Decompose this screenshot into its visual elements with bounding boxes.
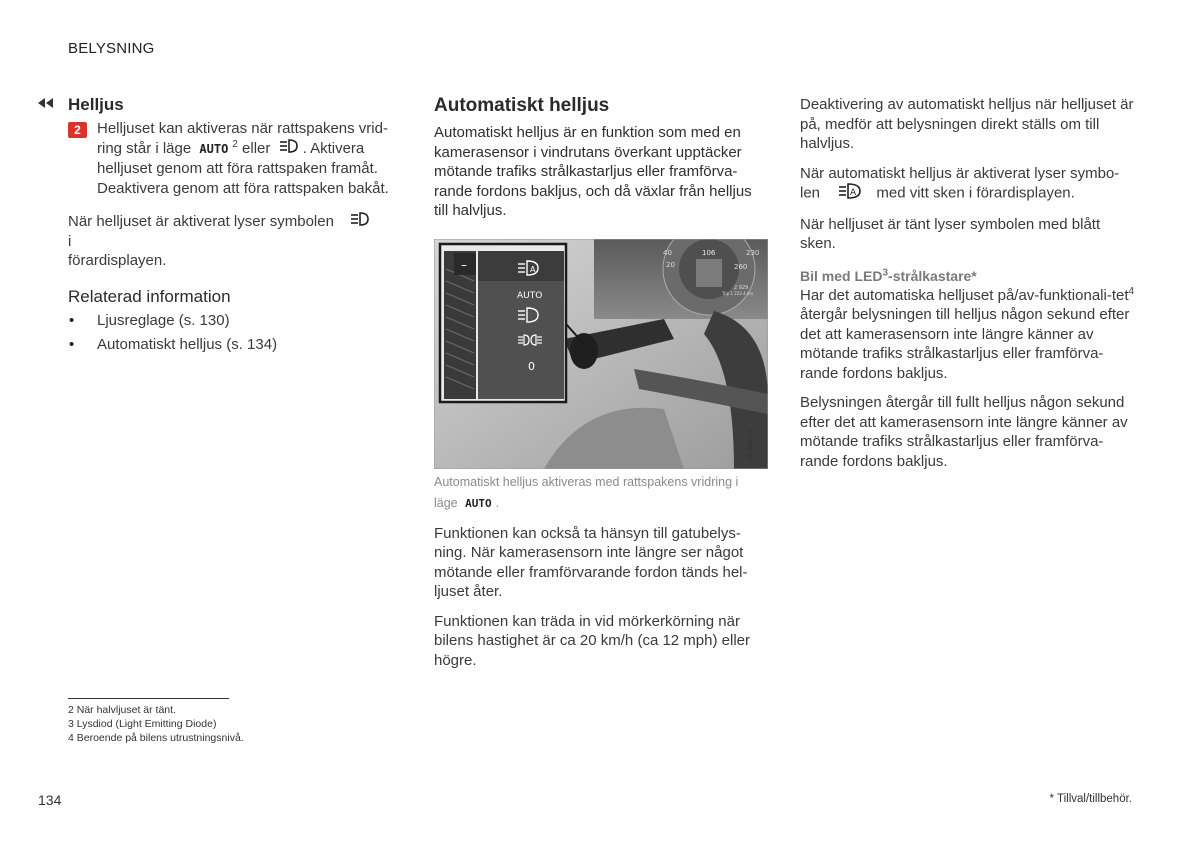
related-list <box>68 309 390 357</box>
white-symbol-paragraph <box>800 164 1135 205</box>
step-text-a: Helljuset kan aktiveras när rattspakens vrid- <box>97 120 388 137</box>
footnote-4: 4 Beroende på bilens utrustningsnivå. <box>68 732 244 744</box>
high-beam-icon <box>350 212 370 232</box>
step-number-badge: 2 <box>68 122 87 138</box>
related-link-ljusreglage[interactable]: • Ljusreglage (s. 130) <box>68 309 390 333</box>
gauge-label-40: 40 <box>663 248 672 257</box>
svg-text:A: A <box>850 188 857 198</box>
led-heading <box>800 268 1135 284</box>
page-number: 134 <box>38 792 62 808</box>
figure-auto-label: AUTO <box>517 290 543 301</box>
optional-equipment-note: * Tillval/tillbehör. <box>1049 793 1132 805</box>
column-helljus <box>68 95 390 357</box>
steering-stalk-figure <box>434 239 768 469</box>
trip-label: Trip 1 222.4 km <box>722 290 754 296</box>
high-beam-icon <box>279 139 299 159</box>
white-symbol-text-a: När automatiskt helljus är aktiverat lyser symbo- <box>800 164 1120 182</box>
auto-symbol: AUTO <box>199 141 229 156</box>
step-text-e: Deaktivera genom att föra rattspaken bakåt. <box>97 179 389 197</box>
odometer-label: 2 929 <box>734 284 749 291</box>
footnote-ref-4: 4 <box>1128 285 1135 297</box>
led-paragraph <box>800 286 1135 384</box>
back-arrows-icon[interactable] <box>37 97 55 112</box>
auto-high-beam-icon <box>838 183 862 205</box>
step-text-d: helljuset genom att föra rattspaken framåt. <box>97 160 378 177</box>
led-heading-a: Bil med LED <box>800 267 883 284</box>
helljus-title: Helljus <box>68 95 124 114</box>
led-heading-b: -strålkastare* <box>888 267 977 284</box>
figure-code: G0 065 71 <box>747 429 754 461</box>
white-symbol-text-b: len <box>800 184 821 202</box>
helljus-paragraph-c: förardisplayen. <box>68 252 167 270</box>
speed-paragraph: Funktionen kan träda in vid mörkerkörning när bilens hastighet är ca 20 km/h (ca 12 mph) eller högre. <box>434 612 750 669</box>
related-link-automatiskt-helljus[interactable]: • Automatiskt helljus (s. 134) <box>68 333 390 357</box>
column-automatiskt-helljus <box>434 95 768 670</box>
footnotes <box>68 703 244 745</box>
footnote-divider <box>68 698 229 699</box>
footnote-ref-3: 3 <box>882 266 889 278</box>
full-beam-paragraph: Belysningen återgår till fullt helljus någon sekund efter det att kamerasensorn inte längre känner av mötande trafiks strålkastarljus eller framförva-rande fordons bakljus. <box>800 394 1128 470</box>
footnote-3: 3 Lysdiod (Light Emitting Diode) <box>68 718 217 730</box>
gauge-label-20: 20 <box>666 260 675 269</box>
svg-text:A: A <box>530 264 536 274</box>
intro-paragraph: Automatiskt helljus är en funktion som med en kamerasensor i vindrutans överkant upptäcker mötande trafiks strålkastarljus eller framförva-rande fordons bakljus, och då växlar från helljus till halvljus. <box>434 124 752 219</box>
gatubelysning-paragraph: Funktionen kan också ta hänsyn till gatubelys-ning. När kamerasensorn inte längre ser något mötande eller framförvarande fordon tänds hel-ljuset åter. <box>434 524 748 600</box>
caption-auto-symbol: AUTO <box>465 496 492 510</box>
led-paragraph-a: Har det automatiska helljuset på/av-funktionali-tet <box>800 286 1129 304</box>
related-title: Relaterad information <box>68 286 231 306</box>
white-symbol-text-c: med vitt sken i förardisplayen. <box>876 184 1075 202</box>
blue-symbol-paragraph: När helljuset är tänt lyser symbolen med blått sken. <box>800 215 1101 252</box>
gauge-label-106: 106 <box>702 248 716 257</box>
helljus-paragraph <box>68 212 390 271</box>
figure-caption <box>434 472 768 514</box>
column-deactivation <box>800 95 1135 471</box>
figure-minus-label: – <box>461 257 467 272</box>
caption-text-b: läge <box>434 495 458 510</box>
deactivation-paragraph: Deaktivering av automatiskt helljus när helljuset är på, medför att belysningen direkt ställs om till halvljus. <box>800 96 1134 152</box>
step-text-b: ring står i läge <box>97 139 192 157</box>
automatiskt-helljus-title: Automatiskt helljus <box>434 95 610 116</box>
footnote-ref-2: 2 <box>232 138 238 150</box>
eller-text: eller <box>242 139 271 157</box>
step-text-c: . Aktivera <box>302 139 365 157</box>
caption-text-a: Automatiskt helljus aktiveras med rattspakens vridring i <box>434 474 739 489</box>
helljus-paragraph-b: i <box>68 232 72 250</box>
figure-illustration <box>434 239 768 469</box>
step-2 <box>68 119 390 198</box>
section-header: BELYSNING <box>68 40 155 57</box>
led-paragraph-b: återgår belysningen till helljus någon sekund efter det att kamerasensorn inte längre känner av mötande trafiks strålkastarljus eller framförva-rande fordons bakljus. <box>800 306 1130 382</box>
gauge-label-230: 230 <box>746 248 760 257</box>
helljus-paragraph-a: När helljuset är aktiverat lyser symbolen <box>68 213 334 230</box>
footnote-2: 2 När halvljuset är tänt. <box>68 704 176 716</box>
gauge-label-260: 260 <box>734 262 748 271</box>
figure-zero-label: 0 <box>528 359 535 373</box>
caption-text-c: . <box>495 495 500 510</box>
